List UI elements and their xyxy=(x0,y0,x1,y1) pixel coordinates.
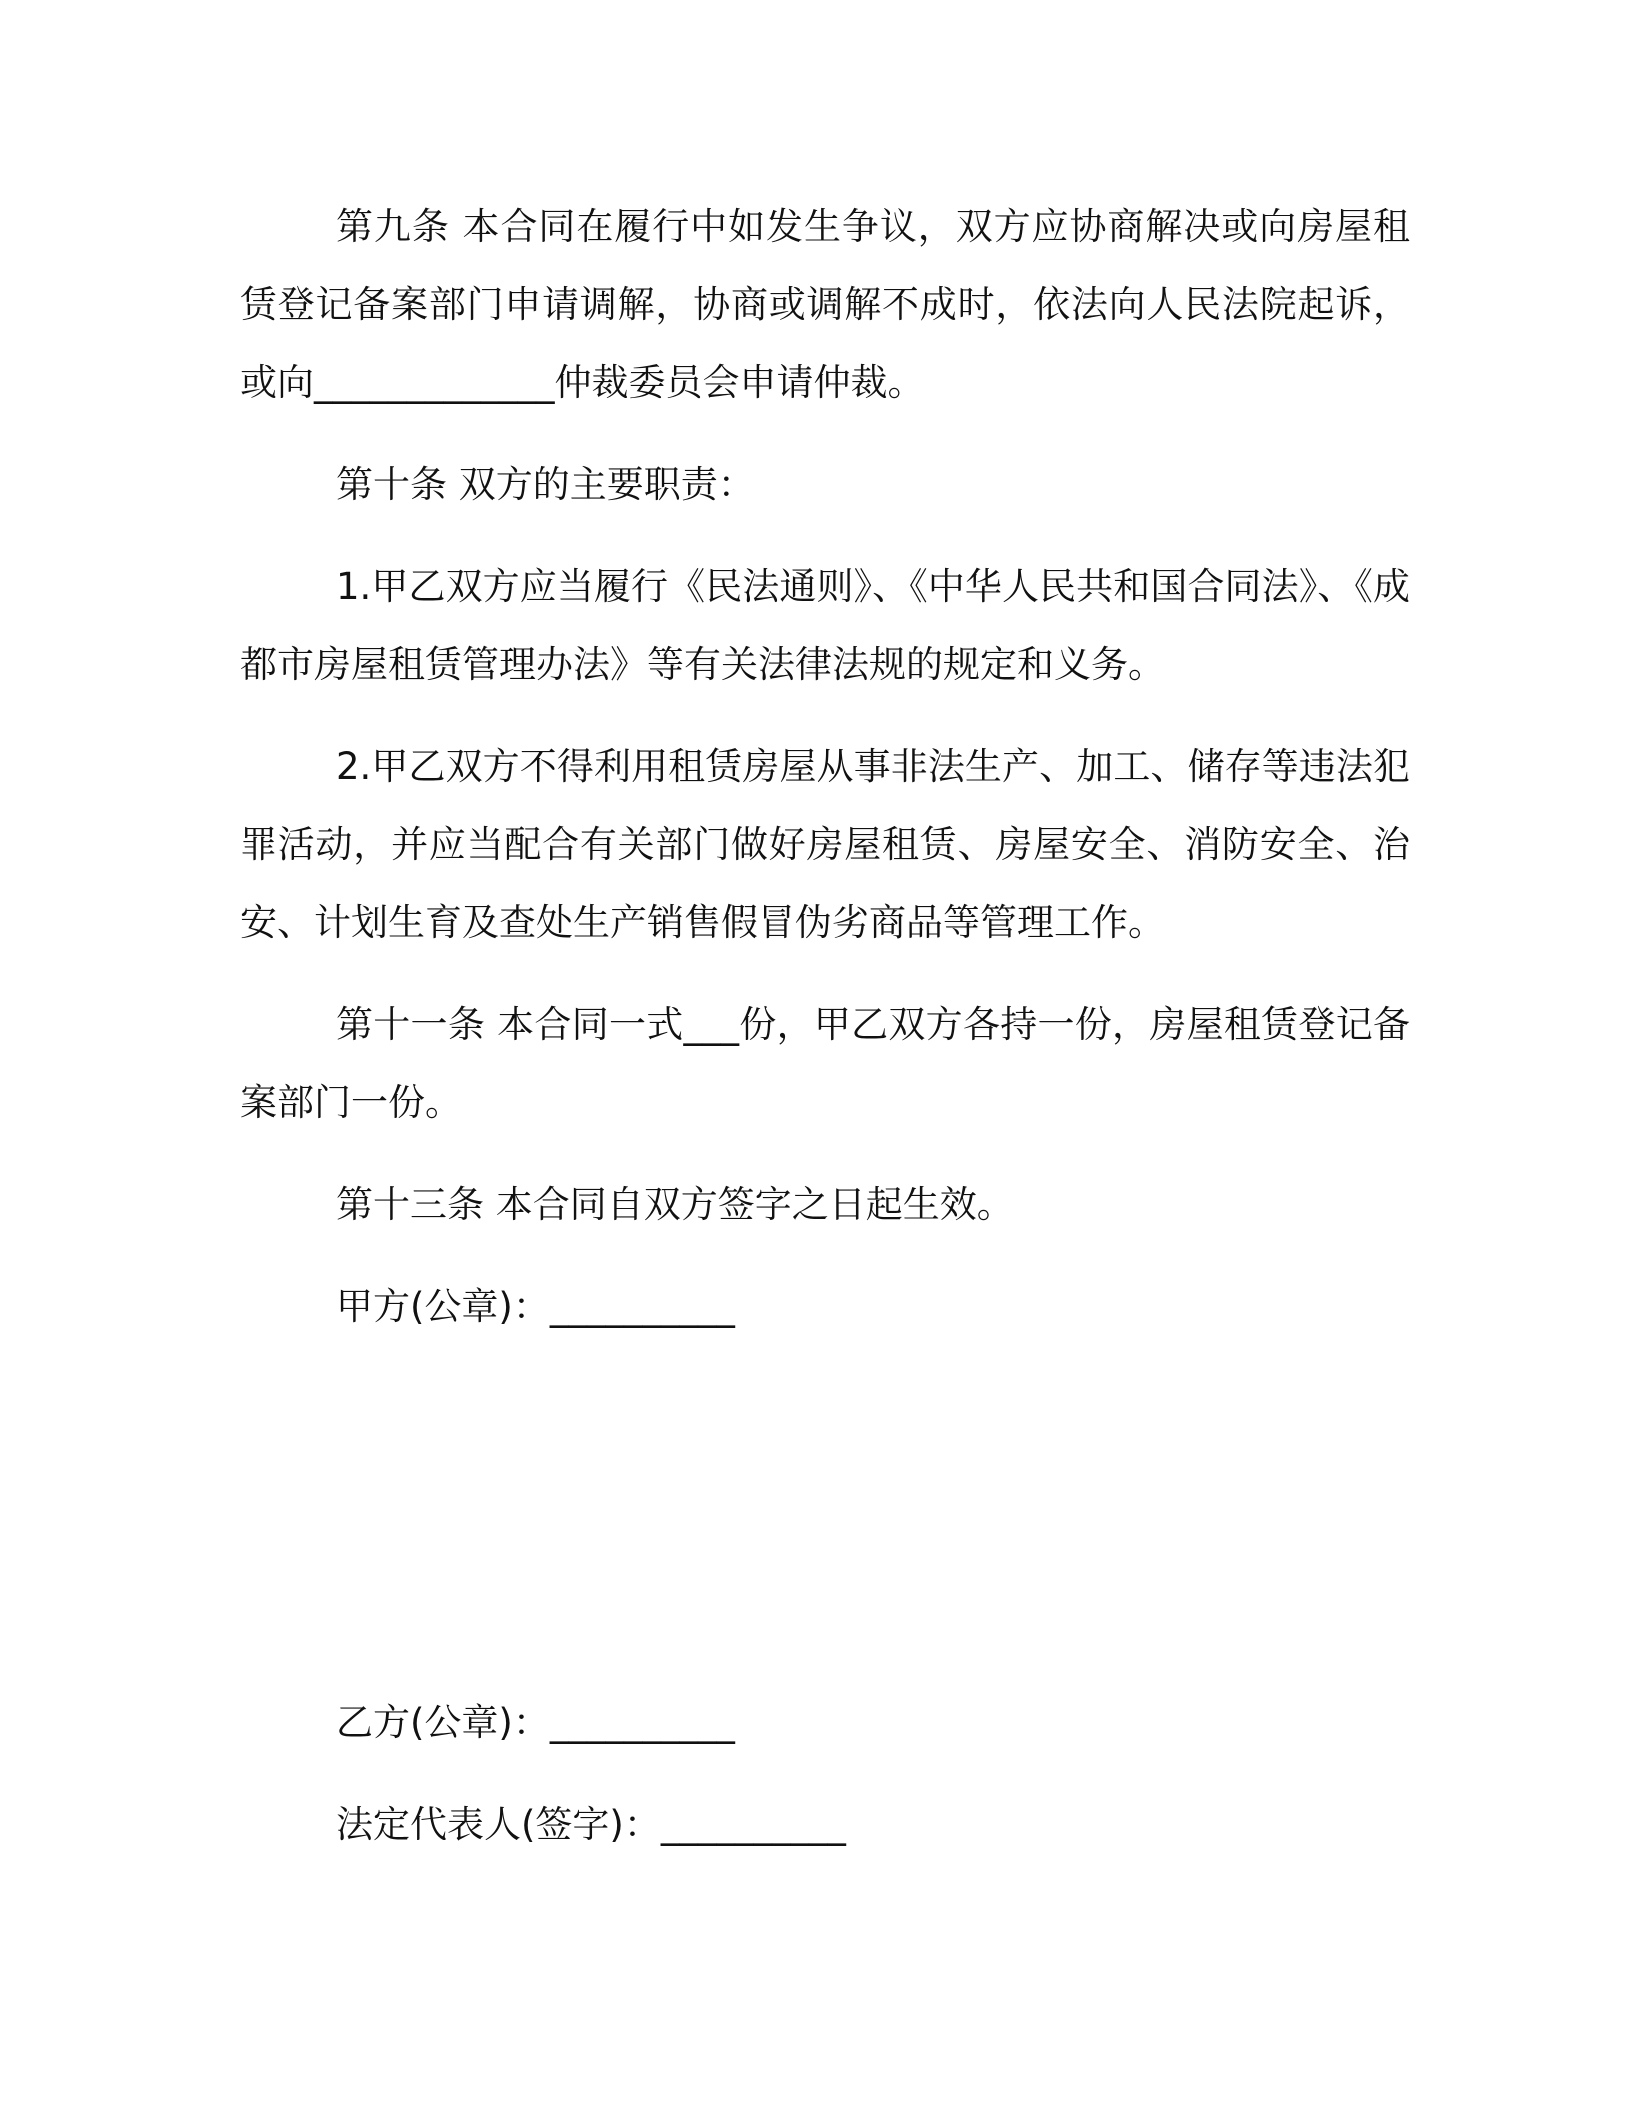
clause-9: 第九条 本合同在履行中如发生争议，双方应协商解决或向房屋租赁登记备案部门申请调解，协商或调解不成时，依法向人民法院起诉，或向_____________仲裁委员会申请仲裁。 xyxy=(240,205,1410,404)
party-a-seal-line: 甲方(公章)：__________ xyxy=(336,1285,735,1328)
clause-11: 第十一条 本合同一式___份，甲乙双方各持一份，房屋租赁登记备案部门一份。 xyxy=(240,1003,1410,1124)
signature-gap xyxy=(240,1346,1410,1684)
clause-10-heading: 第十条 双方的主要职责： xyxy=(336,463,755,506)
party-b-seal-line: 乙方(公章)：__________ xyxy=(336,1701,735,1744)
clause-10-item-2: 2.甲乙双方不得利用租赁房屋从事非法生产、加工、储存等违法犯罪活动，并应当配合有关部门做好房屋租赁、房屋安全、消防安全、治安、计划生育及查处生产销售假冒伪劣商品等管理工作。 xyxy=(240,745,1410,944)
clause-10-item-1: 1.甲乙双方应当履行《民法通则》、《中华人民共和国合同法》、《成都市房屋租赁管理办法》等有关法律法规的规定和义务。 xyxy=(240,565,1410,686)
signature-spacer xyxy=(240,1762,1410,1786)
document-body xyxy=(240,188,1410,1864)
legal-representative-line: 法定代表人(签字)：__________ xyxy=(336,1803,846,1846)
clause-13: 第十三条 本合同自双方签字之日起生效。 xyxy=(336,1183,1014,1226)
